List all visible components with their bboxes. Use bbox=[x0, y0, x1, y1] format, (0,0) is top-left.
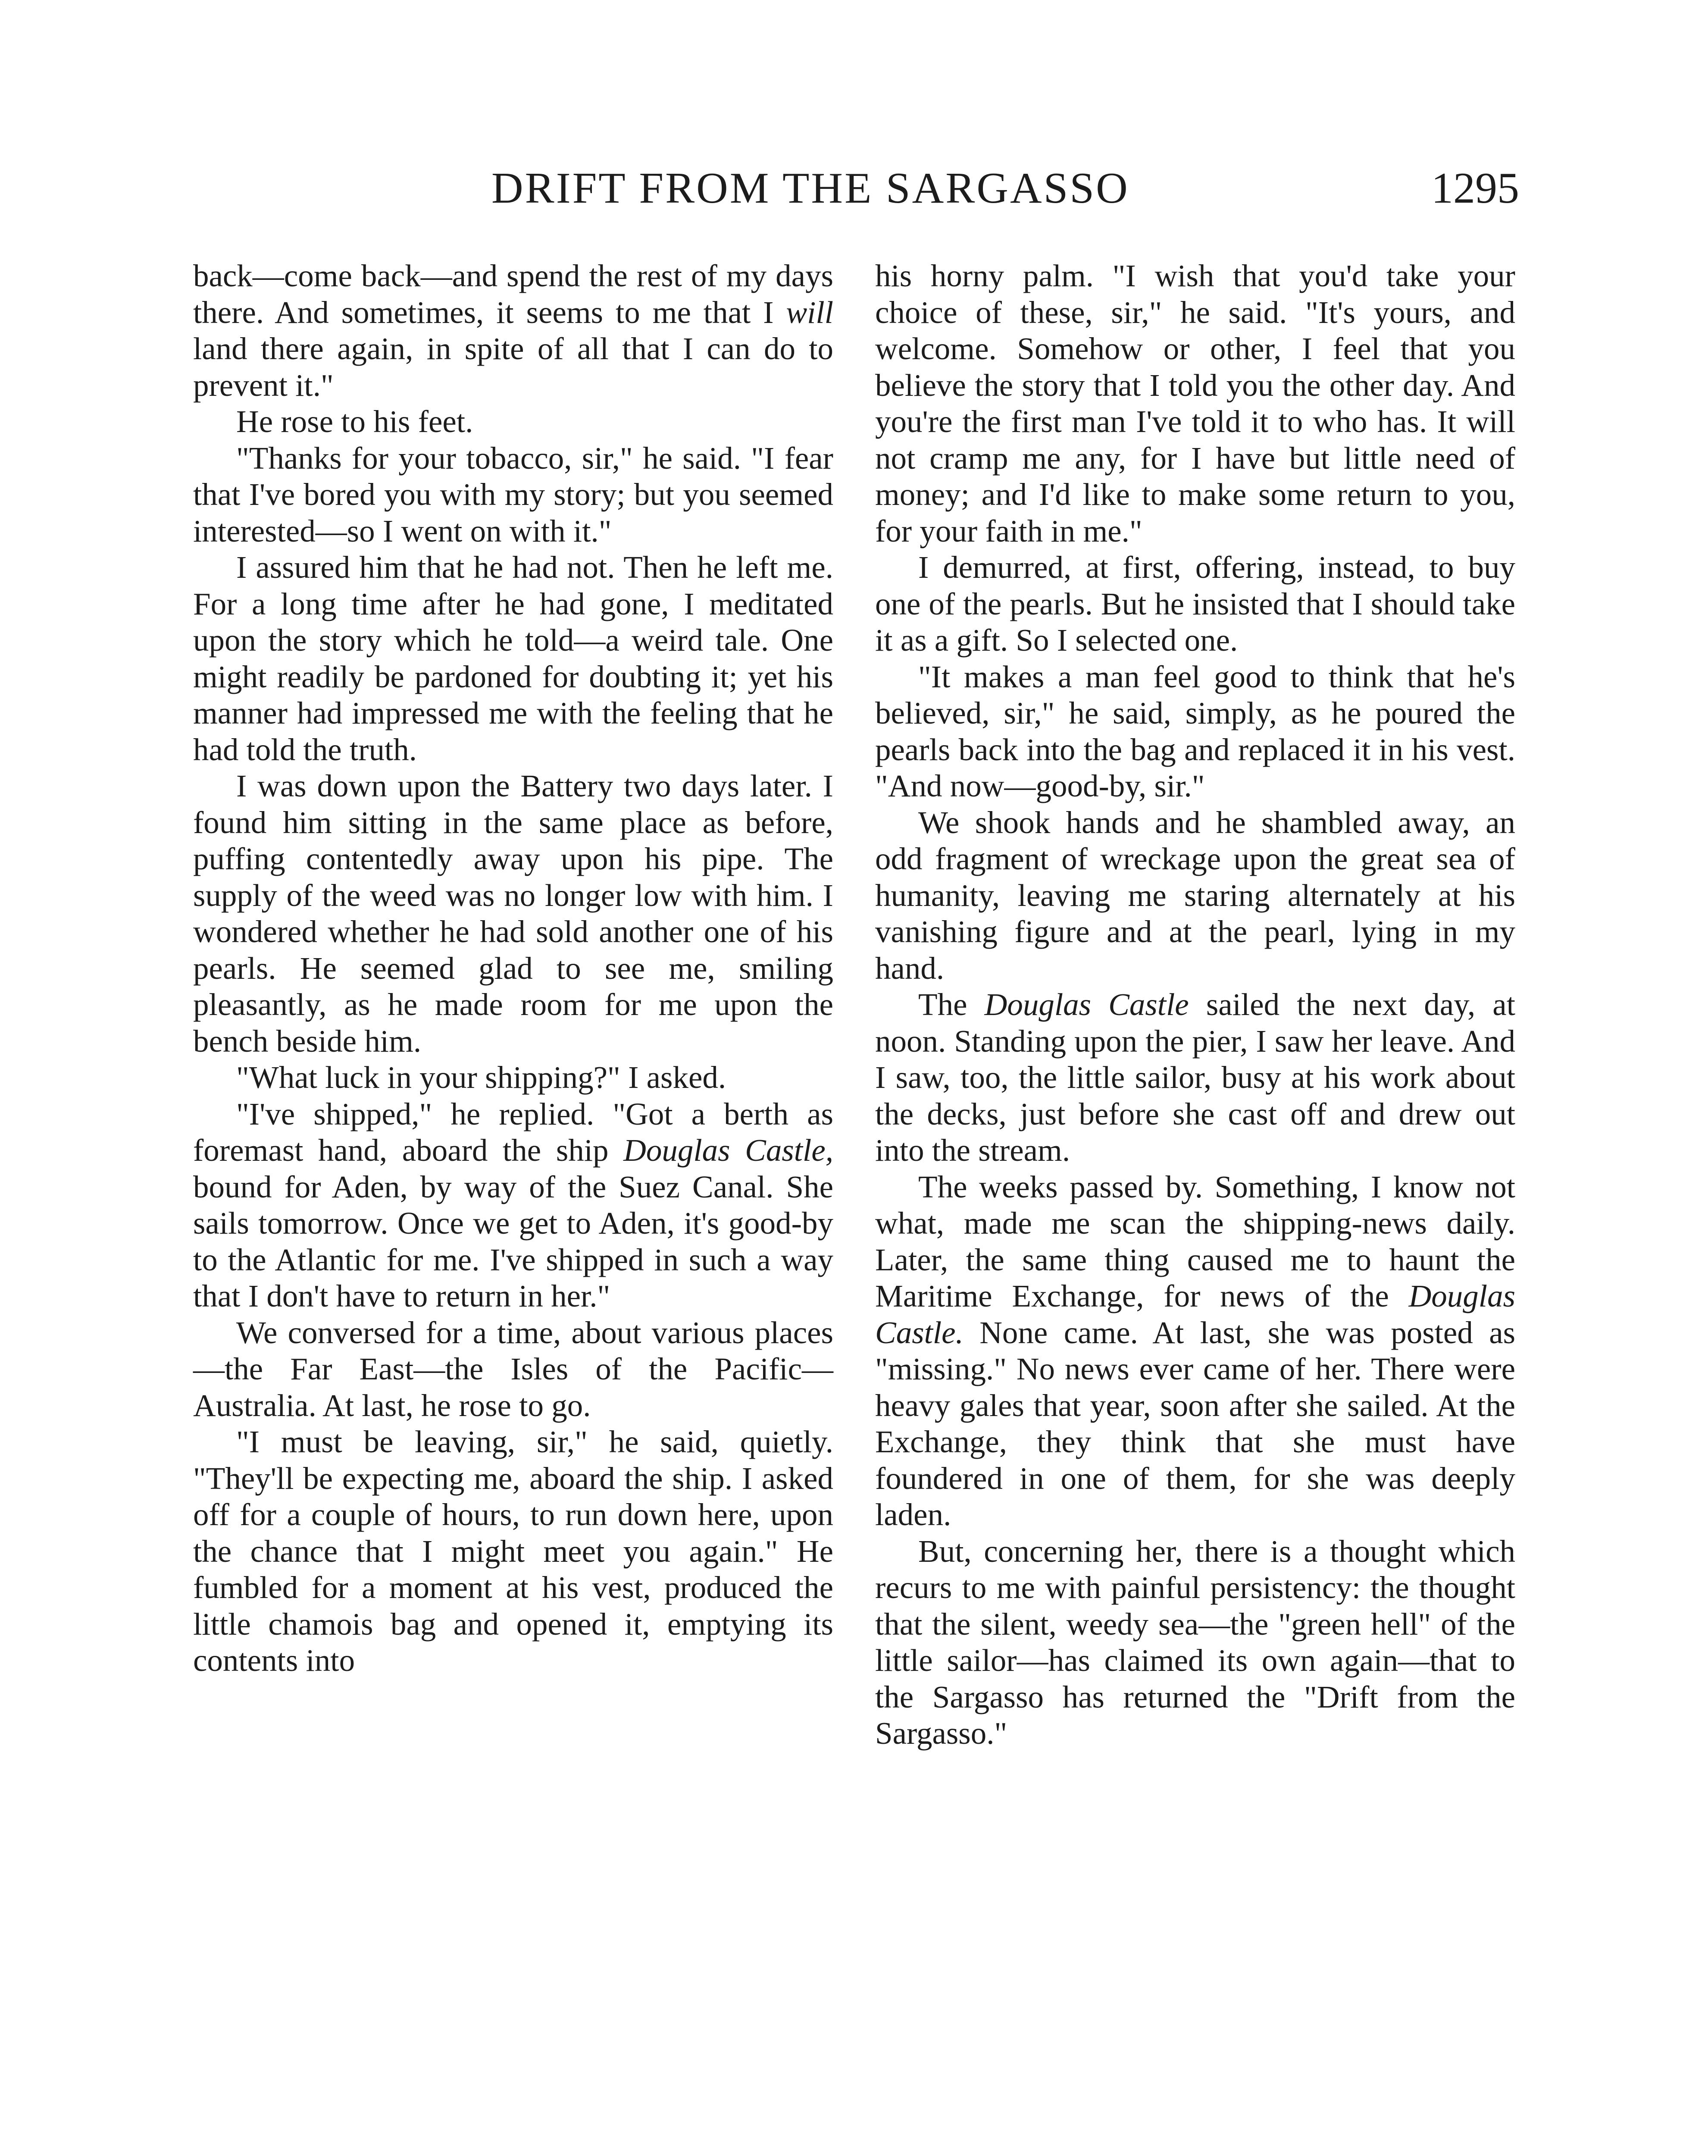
paragraph: But, concerning her, there is a thought which recurs to me with painful persistency: the thought that the silent, weedy sea—the "green hell" of the little sailor—has claimed its own again—that to the Sargasso has returned the "Drift from the Sargasso." bbox=[875, 1533, 1515, 1751]
paragraph: I was down upon the Battery two days later. I found him sitting in the same place as before, puffing contentedly away upon his pipe. The supply of the weed was no longer low with him. I wondered whether he had sold another one of his pearls. He seemed glad to see me, smiling pleasantly, as he made room for me upon the bench beside him. bbox=[193, 768, 833, 1059]
paragraph: The Douglas Castle sailed the next day, at noon. Standing upon the pier, I saw her leave. And I saw, too, the little sailor, busy at his work about the decks, just before she cast off and drew out into the stream. bbox=[875, 987, 1515, 1168]
paragraph: "Thanks for your tobacco, sir," he said. "I fear that I've bored you with my story; but you seemed interested—so I went on with it." bbox=[193, 440, 833, 548]
paragraph: "I've shipped," he replied. "Got a berth as foremast hand, aboard the ship Douglas Castle, bound for Aden, by way of the Suez Canal. She sails tomorrow. Once we get to Aden, it's good-by to the Atlantic for me. I've shipped in such a way that I don't have to return in her." bbox=[193, 1096, 833, 1313]
paragraph: his horny palm. "I wish that you'd take your choice of these, sir," he said. "It's yours, and welcome. Somehow or other, I feel that you believe the story that I told you the other day. And you're the first man I've told it to who has. It will not cramp me any, for I have but little need of money; and I'd like to make some return to you, for your faith in me." bbox=[875, 258, 1515, 548]
running-header bbox=[0, 160, 1708, 216]
page-number: 1295 bbox=[1431, 164, 1519, 213]
paragraph: I demurred, at first, offering, instead, to buy one of the pearls. But he insisted that I should take it as a gift. So I selected one. bbox=[875, 550, 1515, 658]
paragraph: I assured him that he had not. Then he left me. For a long time after he had gone, I meditated upon the story which he told—a weird tale. One might readily be pardoned for doubting it; yet his manner had impressed me with the feeling that he had told the truth. bbox=[193, 550, 833, 767]
paragraph: We conversed for a time, about various places—the Far East—the Isles of the Pacific—Australia. At last, he rose to go. bbox=[193, 1315, 833, 1423]
paragraph: The weeks passed by. Something, I know not what, made me scan the shipping-news daily. Later, the same thing caused me to haunt the Maritime Exchange, for news of the Douglas Castle. None came. At last, she was posted as "missing." No news ever came of her. There were heavy gales that year, soon after she sailed. At the Exchange, they think that she must have foundered in one of them, for she was deeply laden. bbox=[875, 1169, 1515, 1532]
paragraph: He rose to his feet. bbox=[236, 404, 473, 439]
paragraph: "What luck in your shipping?" I asked. bbox=[236, 1060, 726, 1095]
right-column bbox=[875, 258, 1515, 1752]
paragraph: We shook hands and he shambled away, an odd fragment of wreckage upon the great sea of humanity, leaving me staring alternately at his vanishing figure and at the pearl, lying in my hand. bbox=[875, 805, 1515, 986]
left-column bbox=[193, 258, 833, 1679]
paragraph: back—come back—and spend the rest of my days there. And sometimes, it seems to me that I will land there again, in spite of all that I can do to prevent it." bbox=[193, 258, 833, 403]
paragraph: "It makes a man feel good to think that he's believed, sir," he said, simply, as he poured the pearls back into the bag and replaced it in his vest. "And now—good-by, sir." bbox=[875, 659, 1515, 803]
paragraph: "I must be leaving, sir," he said, quietly. "They'll be expecting me, aboard the ship. I asked off for a couple of hours, to run down here, upon the chance that I might meet you again." He fumbled for a moment at his vest, produced the little chamois bag and opened it, emptying its contents into bbox=[193, 1424, 833, 1678]
running-title: DRIFT FROM THE SARGASSO bbox=[491, 164, 1129, 213]
